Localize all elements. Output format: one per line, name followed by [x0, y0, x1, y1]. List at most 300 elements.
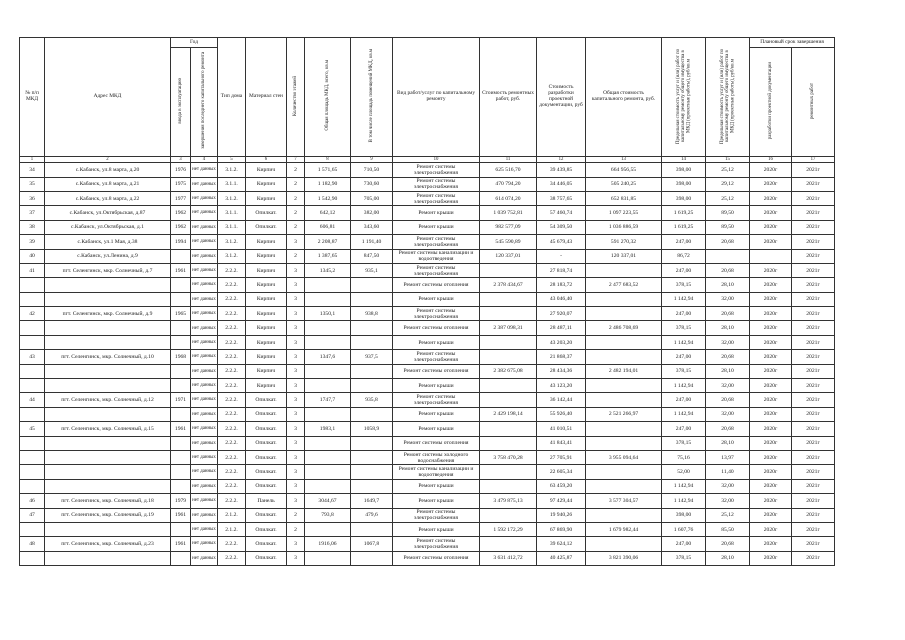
- cell-total-cost: [586, 379, 662, 393]
- cell-deadline-design: 2020г: [750, 422, 792, 436]
- cell-limit-cost-2: 20,68: [706, 350, 750, 364]
- header-deadline-works-text: ремонтных работ: [810, 82, 816, 119]
- cell-residential-area: [351, 407, 393, 421]
- table-row: [20, 278, 835, 292]
- table-row: [20, 350, 835, 364]
- cell-repair-cost: [480, 436, 537, 450]
- cell-wall-material: Кирпич: [246, 335, 287, 349]
- cell-mkd-no: [20, 465, 45, 479]
- cell-limit-cost-2: 28,10: [706, 278, 750, 292]
- column-number-cell: 8: [305, 157, 351, 163]
- cell-house-type: 3.1.1.: [218, 206, 246, 220]
- cell-deadline-works: 2021г: [792, 450, 835, 464]
- cell-house-type: 3.1.2.: [218, 249, 246, 263]
- cell-residential-area: 1058,9: [351, 422, 393, 436]
- table-row: [20, 494, 835, 508]
- cell-year-repair: нет данных: [191, 235, 218, 249]
- cell-mkd-no: [20, 407, 45, 421]
- cell-mkd-no: [20, 364, 45, 378]
- cell-total-area: 1 182,90: [305, 177, 351, 191]
- cell-limit-cost-1: 1 619,25: [662, 206, 706, 220]
- cell-mkd-no: 39: [20, 235, 45, 249]
- cell-total-cost: 3 577 304,57: [586, 494, 662, 508]
- cell-design-cost: 36 142,44: [537, 393, 586, 407]
- cell-total-cost: 2 477 683,52: [586, 278, 662, 292]
- cell-total-area: 1983,1: [305, 422, 351, 436]
- cell-design-cost: 63 459,20: [537, 479, 586, 493]
- cell-deadline-works: 2021г: [792, 494, 835, 508]
- column-number-cell: 5: [218, 157, 246, 163]
- cell-floors: 3: [287, 450, 305, 464]
- cell-limit-cost-2: 32,00: [706, 292, 750, 306]
- cell-work-type: Ремонт крыши: [393, 479, 480, 493]
- cell-house-type: 2.2.2.: [218, 494, 246, 508]
- cell-deadline-design: 2020г: [750, 206, 792, 220]
- cell-wall-material: Опилкат.: [246, 479, 287, 493]
- cell-limit-cost-2: 89,50: [706, 206, 750, 220]
- cell-work-type: Ремонт системы отопления: [393, 278, 480, 292]
- cell-limit-cost-2: 85,50: [706, 522, 750, 536]
- cell-house-type: 2.2.2.: [218, 393, 246, 407]
- cell-address: с.Кабанск, ул.1 Мая, д.38: [45, 235, 171, 249]
- table-row: [20, 335, 835, 349]
- cell-total-area: [305, 379, 351, 393]
- cell-repair-cost: 2 429 198,14: [480, 407, 537, 421]
- cell-deadline-works: 2021г: [792, 191, 835, 205]
- cell-year-built: 1977: [171, 191, 191, 205]
- cell-deadline-works: 2021г: [792, 537, 835, 551]
- cell-deadline-design: 2020г: [750, 522, 792, 536]
- cell-repair-cost: [480, 465, 537, 479]
- cell-limit-cost-2: [706, 249, 750, 263]
- table-row: [20, 450, 835, 464]
- cell-residential-area: [351, 278, 393, 292]
- cell-work-type: Ремонт крыши: [393, 422, 480, 436]
- cell-address: [45, 379, 171, 393]
- cell-floors: 3: [287, 335, 305, 349]
- cell-limit-cost-2: 29,12: [706, 177, 750, 191]
- cell-residential-area: 1 191,40: [351, 235, 393, 249]
- cell-year-built: [171, 379, 191, 393]
- table-body: [20, 163, 835, 566]
- header-floors-text: Количество этажей: [292, 75, 298, 116]
- cell-work-type: Ремонт системы канализации и водоотведения: [393, 465, 480, 479]
- cell-deadline-works: 2021г: [792, 206, 835, 220]
- cell-wall-material: Опилкат.: [246, 537, 287, 551]
- cell-total-area: [305, 278, 351, 292]
- cell-repair-cost: [480, 379, 537, 393]
- cell-year-repair: нет данных: [191, 191, 218, 205]
- cell-wall-material: Панель: [246, 494, 287, 508]
- cell-total-cost: 1 036 886,59: [586, 220, 662, 234]
- cell-total-area: 793,8: [305, 508, 351, 522]
- cell-address: [45, 450, 171, 464]
- cell-repair-cost: 1 039 752,81: [480, 206, 537, 220]
- cell-year-repair: нет данных: [191, 551, 218, 565]
- cell-year-repair: нет данных: [191, 163, 218, 177]
- header-residential-area: [351, 38, 393, 157]
- cell-mkd-no: [20, 335, 45, 349]
- cell-year-repair: нет данных: [191, 220, 218, 234]
- cell-floors: 3: [287, 263, 305, 277]
- cell-year-built: 1961: [171, 263, 191, 277]
- cell-year-repair: нет данных: [191, 522, 218, 536]
- cell-total-area: 1 571,65: [305, 163, 351, 177]
- cell-address: пгт. Селенгинск, мкр. Солнечный, д.19: [45, 508, 171, 522]
- cell-mkd-no: 46: [20, 494, 45, 508]
- cell-deadline-works: 2021г: [792, 220, 835, 234]
- column-number-cell: 16: [750, 157, 792, 163]
- cell-wall-material: Кирпич: [246, 321, 287, 335]
- cell-total-area: [305, 407, 351, 421]
- table-row: [20, 393, 835, 407]
- header-deadline-design: [750, 48, 792, 157]
- cell-house-type: 2.2.2.: [218, 292, 246, 306]
- cell-year-repair: нет данных: [191, 249, 218, 263]
- cell-design-cost: 54 309,50: [537, 220, 586, 234]
- cell-mkd-no: 40: [20, 249, 45, 263]
- cell-repair-cost: [480, 393, 537, 407]
- cell-deadline-design: 2020г: [750, 407, 792, 421]
- cell-year-built: 1975: [171, 177, 191, 191]
- cell-design-cost: 43 123,20: [537, 379, 586, 393]
- cell-house-type: 2.2.2.: [218, 537, 246, 551]
- cell-residential-area: 937,5: [351, 350, 393, 364]
- cell-floors: 3: [287, 235, 305, 249]
- cell-year-repair: нет данных: [191, 321, 218, 335]
- cell-total-cost: [586, 307, 662, 321]
- cell-residential-area: [351, 450, 393, 464]
- cell-address: с.Кабанск, ул.8 марта, д.20: [45, 163, 171, 177]
- cell-year-repair: нет данных: [191, 450, 218, 464]
- cell-residential-area: 479,6: [351, 508, 393, 522]
- column-number-cell: 2: [45, 157, 171, 163]
- cell-year-built: [171, 479, 191, 493]
- cell-work-type: Ремонт системы электроснабжения: [393, 191, 480, 205]
- cell-house-type: 2.2.2.: [218, 321, 246, 335]
- cell-residential-area: 935,1: [351, 263, 393, 277]
- cell-address: [45, 321, 171, 335]
- cell-repair-cost: 3 479 875,13: [480, 494, 537, 508]
- cell-limit-cost-1: 1 142,94: [662, 335, 706, 349]
- cell-work-type: Ремонт системы электроснабжения: [393, 163, 480, 177]
- cell-limit-cost-1: 1 142,94: [662, 407, 706, 421]
- cell-total-cost: [586, 508, 662, 522]
- cell-limit-cost-2: 25,12: [706, 191, 750, 205]
- cell-deadline-design: 2020г: [750, 436, 792, 450]
- cell-total-cost: 120 337,01: [586, 249, 662, 263]
- cell-floors: 3: [287, 364, 305, 378]
- table-row: [20, 436, 835, 450]
- cell-repair-cost: [480, 508, 537, 522]
- cell-deadline-works: 2021г: [792, 335, 835, 349]
- cell-wall-material: Опилкат.: [246, 206, 287, 220]
- cell-total-area: 1345,2: [305, 263, 351, 277]
- table-row: [20, 522, 835, 536]
- cell-house-type: 2.2.2.: [218, 450, 246, 464]
- cell-year-built: 1961: [171, 537, 191, 551]
- cell-total-area: 3044,67: [305, 494, 351, 508]
- cell-total-area: [305, 465, 351, 479]
- cell-address: пгт. Селенгинск, мкр. Солнечный, д.23: [45, 537, 171, 551]
- cell-year-repair: нет данных: [191, 422, 218, 436]
- cell-total-area: [305, 551, 351, 565]
- cell-design-cost: 28 434,36: [537, 364, 586, 378]
- cell-design-cost: 27 818,74: [537, 263, 586, 277]
- cell-wall-material: Опилкат.: [246, 508, 287, 522]
- cell-house-type: 2.2.2.: [218, 422, 246, 436]
- cell-deadline-works: 2021г: [792, 379, 835, 393]
- cell-limit-cost-2: 11,40: [706, 465, 750, 479]
- cell-limit-cost-1: 247,00: [662, 393, 706, 407]
- header-year-built: [171, 48, 191, 157]
- cell-wall-material: Кирпич: [246, 307, 287, 321]
- table-row: [20, 307, 835, 321]
- cell-repair-cost: 3 758 470,28: [480, 450, 537, 464]
- cell-repair-cost: 3 631 412,72: [480, 551, 537, 565]
- cell-wall-material: Опилкат.: [246, 393, 287, 407]
- cell-total-cost: 2 486 708,69: [586, 321, 662, 335]
- cell-limit-cost-1: 378,15: [662, 278, 706, 292]
- cell-deadline-works: 2021г: [792, 551, 835, 565]
- cell-total-area: [305, 436, 351, 450]
- header-mkd-no: № п/п МКД: [20, 38, 45, 157]
- cell-house-type: 3.1.1.: [218, 220, 246, 234]
- cell-wall-material: Кирпич: [246, 263, 287, 277]
- header-floors: [287, 38, 305, 157]
- cell-residential-area: 1067,8: [351, 537, 393, 551]
- cell-deadline-design: [750, 249, 792, 263]
- cell-residential-area: 730,60: [351, 177, 393, 191]
- cell-mkd-no: [20, 292, 45, 306]
- cell-floors: 3: [287, 537, 305, 551]
- cell-deadline-design: 2020г: [750, 235, 792, 249]
- cell-mkd-no: 41: [20, 263, 45, 277]
- column-number-cell: 10: [393, 157, 480, 163]
- cell-deadline-works: 2021г: [792, 350, 835, 364]
- cell-mkd-no: 47: [20, 508, 45, 522]
- cell-repair-cost: 1 592 172,29: [480, 522, 537, 536]
- cell-limit-cost-2: 13,97: [706, 450, 750, 464]
- cell-residential-area: 382,00: [351, 206, 393, 220]
- cell-mkd-no: 48: [20, 537, 45, 551]
- cell-house-type: 2.2.2.: [218, 465, 246, 479]
- cell-deadline-works: 2021г: [792, 235, 835, 249]
- cell-deadline-works: 2021г: [792, 163, 835, 177]
- cell-repair-cost: 2 378 434,67: [480, 278, 537, 292]
- cell-address: [45, 364, 171, 378]
- cell-deadline-design: 2020г: [750, 537, 792, 551]
- cell-wall-material: Опилкат.: [246, 450, 287, 464]
- table-row: [20, 479, 835, 493]
- cell-repair-cost: 982 577,09: [480, 220, 537, 234]
- cell-deadline-works: 2021г: [792, 465, 835, 479]
- cell-address: с.Кабанск, ул.8 марта, д.21: [45, 177, 171, 191]
- cell-address: [45, 335, 171, 349]
- cell-mkd-no: 34: [20, 163, 45, 177]
- cell-floors: 3: [287, 407, 305, 421]
- header-house-type: Тип дома: [218, 38, 246, 157]
- cell-wall-material: Кирпич: [246, 350, 287, 364]
- header-deadline-design-text: разработки проектной документации: [767, 61, 773, 140]
- cell-design-cost: 38 757,65: [537, 191, 586, 205]
- cell-mkd-no: 38: [20, 220, 45, 234]
- cell-design-cost: 39 439,85: [537, 163, 586, 177]
- cell-residential-area: [351, 379, 393, 393]
- cell-residential-area: 1649,7: [351, 494, 393, 508]
- cell-wall-material: Кирпич: [246, 249, 287, 263]
- header-residential-area-text: В том числе площадь помещений МКД, кв.м: [368, 48, 374, 143]
- cell-address: [45, 479, 171, 493]
- cell-deadline-design: 2020г: [750, 278, 792, 292]
- cell-total-cost: 505 240,25: [586, 177, 662, 191]
- cell-year-built: [171, 522, 191, 536]
- cell-limit-cost-2: 28,10: [706, 551, 750, 565]
- cell-work-type: Ремонт системы электроснабжения: [393, 508, 480, 522]
- cell-year-built: [171, 335, 191, 349]
- table-row: [20, 177, 835, 191]
- table-row: [20, 191, 835, 205]
- column-number-cell: 4: [191, 157, 218, 163]
- cell-floors: 3: [287, 307, 305, 321]
- cell-year-built: [171, 407, 191, 421]
- cell-year-built: [171, 278, 191, 292]
- cell-repair-cost: 625 516,70: [480, 163, 537, 177]
- cell-limit-cost-2: 32,00: [706, 335, 750, 349]
- cell-work-type: Ремонт крыши: [393, 220, 480, 234]
- cell-total-area: 1350,1: [305, 307, 351, 321]
- cell-wall-material: Опилкат.: [246, 407, 287, 421]
- cell-address: пгт. Селенгинск, мкр. Солнечный, д.9: [45, 307, 171, 321]
- cell-mkd-no: 42: [20, 307, 45, 321]
- cell-address: пгт. Селенгинск, мкр. Солнечный, д.10: [45, 350, 171, 364]
- cell-total-area: [305, 479, 351, 493]
- cell-limit-cost-2: 28,10: [706, 436, 750, 450]
- cell-deadline-works: 2021г: [792, 263, 835, 277]
- column-number-cell: 1: [20, 157, 45, 163]
- cell-limit-cost-2: 25,12: [706, 508, 750, 522]
- cell-address: пгт. Селенгинск, мкр. Солнечный, д.12: [45, 393, 171, 407]
- cell-floors: 3: [287, 551, 305, 565]
- cell-limit-cost-1: 378,15: [662, 551, 706, 565]
- cell-total-area: [305, 522, 351, 536]
- cell-limit-cost-2: 25,12: [706, 163, 750, 177]
- column-number-cell: 11: [480, 157, 537, 163]
- cell-residential-area: [351, 436, 393, 450]
- cell-limit-cost-2: 32,00: [706, 379, 750, 393]
- cell-design-cost: 43 203,20: [537, 335, 586, 349]
- cell-wall-material: Кирпич: [246, 163, 287, 177]
- cell-total-area: 1 542,90: [305, 191, 351, 205]
- header-year-group: Год: [171, 38, 218, 48]
- cell-limit-cost-1: 247,00: [662, 537, 706, 551]
- cell-house-type: 2.2.2.: [218, 263, 246, 277]
- cell-deadline-design: 2020г: [750, 350, 792, 364]
- cell-deadline-works: 2021г: [792, 292, 835, 306]
- cell-total-cost: 652 831,85: [586, 191, 662, 205]
- header-limit-cost-1: [662, 38, 706, 157]
- cell-limit-cost-1: 1 142,94: [662, 379, 706, 393]
- header-address: Адрес МКД: [45, 38, 171, 157]
- table-row: [20, 407, 835, 421]
- cell-design-cost: 43 046,40: [537, 292, 586, 306]
- cell-limit-cost-1: 378,15: [662, 364, 706, 378]
- cell-repair-cost: [480, 479, 537, 493]
- header-year-repair-text: завершения последнего капитального ремонта: [201, 52, 207, 150]
- cell-mkd-no: 36: [20, 191, 45, 205]
- cell-year-repair: нет данных: [191, 537, 218, 551]
- cell-limit-cost-2: 32,00: [706, 407, 750, 421]
- cell-work-type: Ремонт крыши: [393, 407, 480, 421]
- cell-total-area: 1916,06: [305, 537, 351, 551]
- cell-repair-cost: 120 337,01: [480, 249, 537, 263]
- cell-deadline-design: 2020г: [750, 191, 792, 205]
- cell-deadline-design: 2020г: [750, 393, 792, 407]
- cell-deadline-works: 2021г: [792, 364, 835, 378]
- cell-total-area: 1 387,65: [305, 249, 351, 263]
- cell-deadline-design: 2020г: [750, 379, 792, 393]
- cell-design-cost: 28 487,11: [537, 321, 586, 335]
- cell-mkd-no: [20, 321, 45, 335]
- cell-total-cost: 2 521 266,97: [586, 407, 662, 421]
- cell-repair-cost: 2 387 098,31: [480, 321, 537, 335]
- cell-year-repair: нет данных: [191, 364, 218, 378]
- column-number-cell: 12: [537, 157, 586, 163]
- cell-floors: 2: [287, 177, 305, 191]
- table-row: [20, 235, 835, 249]
- cell-year-built: 1971: [171, 393, 191, 407]
- cell-residential-area: 938,8: [351, 307, 393, 321]
- cell-address: с.Кабанск, ул.Октябрьская, д.87: [45, 206, 171, 220]
- cell-total-cost: [586, 393, 662, 407]
- cell-floors: 3: [287, 465, 305, 479]
- table-header: [20, 38, 835, 163]
- cell-deadline-design: 2020г: [750, 450, 792, 464]
- cell-limit-cost-2: 28,10: [706, 321, 750, 335]
- column-number-cell: 7: [287, 157, 305, 163]
- cell-floors: 3: [287, 321, 305, 335]
- cell-address: [45, 522, 171, 536]
- cell-repair-cost: [480, 292, 537, 306]
- cell-limit-cost-1: 247,00: [662, 307, 706, 321]
- cell-design-cost: -: [537, 249, 586, 263]
- cell-design-cost: 28 183,72: [537, 278, 586, 292]
- cell-residential-area: 710,50: [351, 163, 393, 177]
- cell-work-type: Ремонт системы канализации и водоотведения: [393, 249, 480, 263]
- column-number-cell: 13: [586, 157, 662, 163]
- cell-total-cost: [586, 479, 662, 493]
- cell-work-type: Ремонт крыши: [393, 494, 480, 508]
- cell-year-repair: нет данных: [191, 206, 218, 220]
- cell-deadline-design: 2020г: [750, 494, 792, 508]
- cell-work-type: Ремонт системы отопления: [393, 551, 480, 565]
- cell-total-cost: [586, 350, 662, 364]
- cell-mkd-no: [20, 278, 45, 292]
- cell-limit-cost-2: 20,68: [706, 537, 750, 551]
- cell-design-cost: 34 446,05: [537, 177, 586, 191]
- cell-deadline-design: 2020г: [750, 163, 792, 177]
- cell-wall-material: Опилкат.: [246, 422, 287, 436]
- cell-limit-cost-1: 398,00: [662, 163, 706, 177]
- cell-year-built: 1961: [171, 508, 191, 522]
- cell-deadline-works: 2021г: [792, 321, 835, 335]
- cell-year-built: [171, 292, 191, 306]
- cell-floors: 2: [287, 163, 305, 177]
- cell-floors: 2: [287, 220, 305, 234]
- cell-mkd-no: 37: [20, 206, 45, 220]
- cell-year-repair: нет данных: [191, 508, 218, 522]
- cell-deadline-design: 2020г: [750, 364, 792, 378]
